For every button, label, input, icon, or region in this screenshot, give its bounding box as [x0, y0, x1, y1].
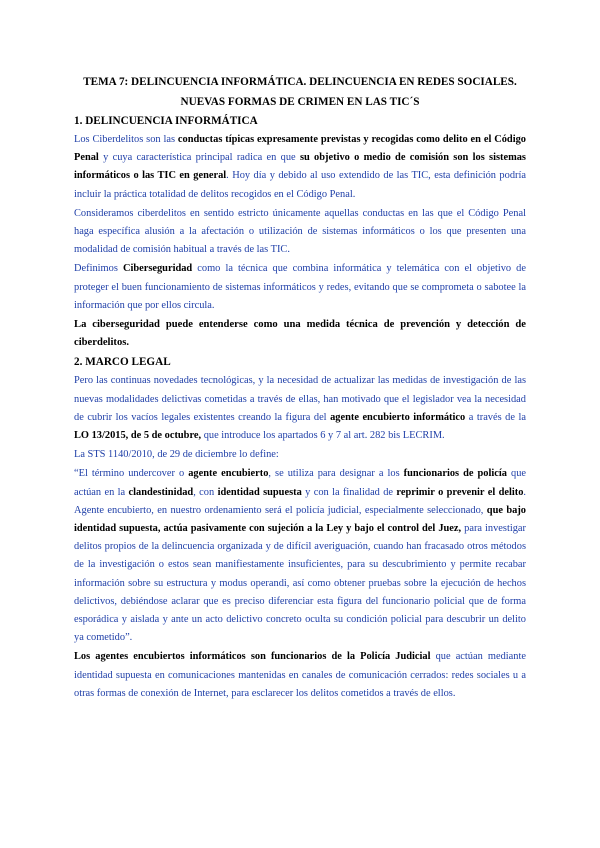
- title-line-1: TEMA 7: DELINCUENCIA INFORMÁTICA. DELINCUENCIA EN REDES SOCIALES.: [83, 76, 517, 88]
- section-1-paragraph-2: Consideramos ciberdelitos en sentido estricto únicamente aquellas conductas en las que el Código Penal haga específica alusión a la afectación o utilización de sistemas informáticos o los que presenten una modalidad de comisión habitual a través de las TIC.: [74, 207, 526, 256]
- section-1-paragraph-4: La ciberseguridad puede entenderse como una medida técnica de prevención y detección de ciberdelitos.: [74, 319, 526, 349]
- section-1-heading: 1. DELINCUENCIA INFORMÁTICA: [74, 115, 258, 127]
- section-2-heading: 2. MARCO LEGAL: [74, 356, 171, 369]
- title-line-2: NUEVAS FORMAS DE CRIMEN EN LAS TIC´S: [180, 96, 420, 108]
- section-2-paragraph-2: La STS 1140/2010, de 29 de diciembre lo define:: [74, 449, 279, 461]
- document-title: [74, 72, 526, 112]
- section-1-paragraph-1: Los Ciberdelitos son las conductas típicas expresamente previstas y recogidas como delito en el Código Penal y cuya característica principal radica en que su objetivo o medio de comisión son los sistemas informáticos o las TIC en general. Hoy día y debido al uso extendido de las TIC, esta definición podría incluir la práctica totalidad de delitos recogidos en el Código Penal.: [74, 134, 526, 200]
- section-2-paragraph-4: Los agentes encubiertos informáticos son funcionarios de la Policía Judicial que actúan mediante identidad supuesta en comunicaciones mantenidas en canales de comunicación cerrados: redes sociales u a otras formas de conexión de Internet, para esclarecer los delitos cometidos a través de ellos.: [74, 651, 526, 699]
- section-2-paragraph-1: Pero las continuas novedades tecnológicas, y la necesidad de actualizar las medidas de investigación de las nuevas modalidades delictivas cometidas a través de ellas, han motivado que el legislador vea la necesidad de cubrir los vacíos legales existentes creando la figura del agente encubierto informático a través de la LO 13/2015, de 5 de octubre, que introduce los apartados 6 y 7 al art. 282 bis LECRIM.: [74, 375, 526, 442]
- section-2-quote: “El término undercover o agente encubierto, se utiliza para designar a los funcionarios de policía que actúan en la clandestinidad, con identidad supuesta y con la finalidad de reprimir o prevenir el delito. Agente encubierto, en nuestro ordenamiento será el policía judicial, especialmente seleccionado, que bajo identidad supuesta, actúa pasivamente con sujeción a la Ley y bajo el control del Juez, para investigar delitos propios de la delincuencia organizada y de difícil averiguación, cuando han fracasado otros métodos de la investigación o estos sean manifiestamente insuficientes, para su descubrimiento y permite recabar información sobre su estructura y modus operandi, así como obtener pruebas sobre la ejecución de hechos delictivos, debiéndose aclarar que es preciso diferenciar esta figura del funcionario policial que de forma esporádica y aislada y ante un acto delictivo concreto oculta su condición policial para descubrir un delito ya cometido”.: [74, 468, 527, 644]
- section-1-paragraph-3: Definimos Ciberseguridad como la técnica que combina informática y telemática con el objetivo de proteger el buen funcionamiento de sistemas informáticos y redes, evitando que se comprometa o sabotee la información que por ellos circula.: [74, 263, 526, 311]
